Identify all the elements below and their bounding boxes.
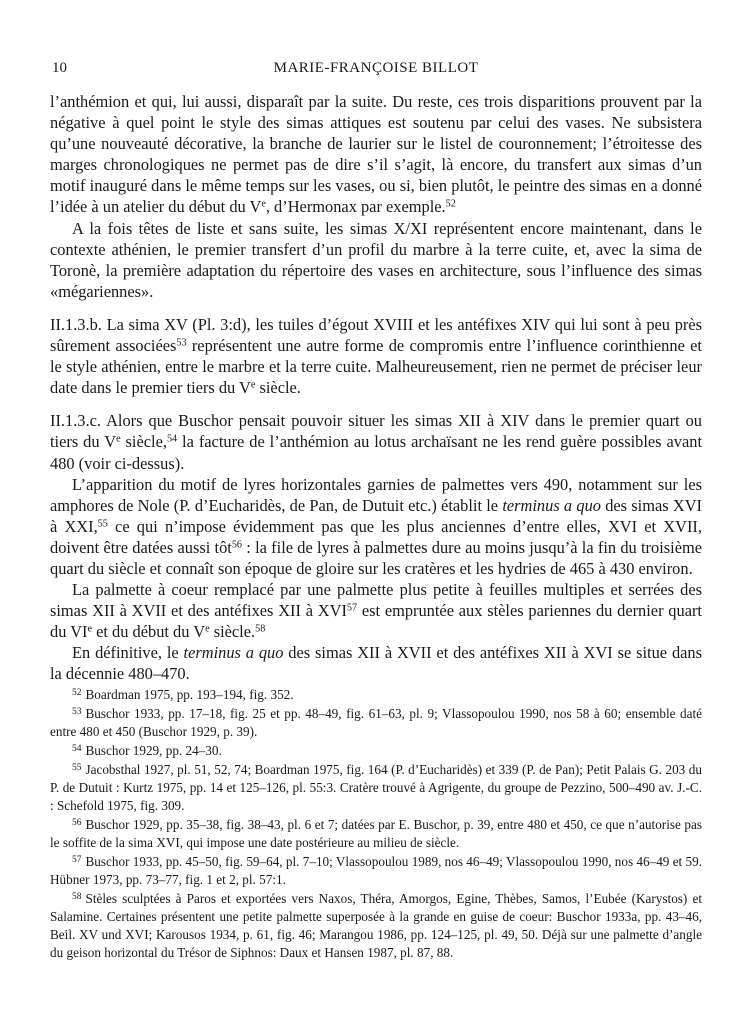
page-number: 10	[52, 60, 67, 76]
body-text	[50, 91, 702, 685]
footnotes	[50, 686, 702, 963]
paragraph-5: L’apparition du motif de lyres horizontales garnies de palmettes vers 490, notamment sur les amphores de Nole (P. d’Eucharidès, de Pan, de Dutuit etc.) établit le terminus a quo des simas XVI à XXI,$^{55}$ ce qui n’impose évidemment pas que les plus anciennes d’entre elles, XVI et XVII, doivent être datées aussi tôt$^{56}$ : la file de lyres à palmettes dure au moins jusqu’à la fin du troisième quart du siècle et connaît son époque de gloire sur les cratères et les hydries de 465 à 430 environ.	[50, 474, 703, 578]
footnote-58: $^{58}$ Stèles sculptées à Paros et exportées vers Naxos, Théra, Amorgos, Egine, Thèbes, Samos, l’Eubée (Karystos) et Salamine. Certaines présentent une petite palmette superposée à la grande en guise de coeur: Buschor 1933a, pp. 43–46, Beil. XV und XVI; Karousos 1934, p. 61, fig. 46; Marangou 1986, pp. 124–125, pl. 49, 50. Déjà sur une palmette d’angle du geison horizontal du Trésor de Siphnos: Daux et Hansen 1987, pl. 87, 88.	[50, 891, 702, 960]
footnote-ref-56[interactable]: 56	[231, 539, 242, 551]
footnote-ref-54[interactable]: 54	[166, 433, 178, 445]
footnote-55: $^{55}$ Jacobsthal 1927, pl. 51, 52, 74; Boardman 1975, fig. 164 (P. d’Eucharidès) et 339 (P. de Pan); Petit Palais G. 203 du P. de Dutuit : Kurtz 1975, pp. 14 et 125–126, pl. 55:3. Cratère trouvé à Agrigente, du groupe de Pezzino, 500–490 av. J.-C. : Schefold 1975, fig. 309.	[50, 762, 702, 813]
footnote-53: $^{53}$ Buschor 1933, pp. 17–18, fig. 25 et pp. 48–49, fig. 61–63, pl. 9; Vlassopoulou 1990, nos 58 à 60; ensemble daté entre 480 et 450 (Buschor 1929, p. 39).	[50, 706, 702, 739]
footnote-ref-55[interactable]: 55	[97, 518, 108, 530]
footnote-ref-53[interactable]: 53	[176, 337, 187, 349]
footnote-ref-52[interactable]: 52	[445, 198, 456, 210]
paragraph-6: La palmette à coeur remplacé par une palmette plus petite à feuilles multiples et serrées des simas XII à XVII et des antéfixes XII à XVI$^{57}$ est empruntée aux stèles pariennes du dernier quart du VIe et du début du Ve siècle.$^{58}$	[50, 580, 702, 642]
section-II-1-3-b: II.1.3.b. La sima XV (Pl. 3:d), les tuiles d’égout XVIII et les antéfixes XIV qui lui sont à peu près sûrement associées$^{53}$ représentent une autre forme de compromis entre l’influence corinthienne et le style athénien, entre le marbre et la terre cuite. Malheureusement, rien ne permet de préciser leur date dans le premier tiers du Ve siècle.	[50, 314, 702, 398]
section-II-1-3-c: II.1.3.c. Alors que Buschor pensait pouvoir situer les simas XII à XIV dans le premier quart ou tiers du Ve siècle,$^{54}$ la facture de l’anthémion au lotus archaïsant ne les rend guère possibles avant 480 (voir ci-dessus).	[50, 411, 702, 473]
footnote-54: $^{54}$ Buschor 1929, pp. 24–30.	[72, 743, 222, 758]
running-head: MARIE-FRANÇOISE BILLOT	[273, 60, 479, 76]
footnote-56: $^{56}$ Buschor 1929, pp. 35–38, fig. 38–43, pl. 6 et 7; datées par E. Buschor, p. 39, entre 480 et 450, ce que n’autorise pas le soffite de la sima XVI, qui impose une date postérieure au milieu de siècle.	[50, 817, 702, 850]
paragraph-7: En définitive, le terminus a quo des simas XII à XVII et des antéfixes XII à XVI se situe dans la décennie 480–470.	[50, 643, 702, 684]
footnote-ref-58[interactable]: 58	[255, 623, 266, 635]
paragraph-1: l’anthémion et qui, lui aussi, disparaît par la suite. Du reste, ces trois disparitions prouvent par la négative à quel point le style des simas attiques est soutenu par celui des vases. Ne subsistera qu’une nouveauté décorative, la branche de laurier sur le listel de couronnement; l’étroitesse des marges chronologiques ne permet pas de dire s’il s’agit, là encore, du transfert aux simas d’un motif inauguré dans le même temps sur les vases, ou si, bien plutôt, le peintre des simas en a donné l’idée à un atelier du début du Ve, d’Hermonax par exemple.$^{52}$	[50, 92, 702, 217]
paragraph-2: A la fois têtes de liste et sans suite, les simas X/XI représentent encore maintenant, dans le contexte athénien, le premier transfert d’un profil du marbre à la terre cuite, et, avec la sima de Toronè, la première adaptation du répertoire des vases en architecture, sous l’influence des simas «mégariennes».	[50, 218, 702, 301]
footnote-52: $^{52}$ Boardman 1975, pp. 193–194, fig. 352.	[72, 687, 294, 702]
page-header	[50, 60, 702, 84]
footnote-ref-57[interactable]: 57	[346, 602, 358, 614]
footnote-57: $^{57}$ Buschor 1933, pp. 45–50, fig. 59–64, pl. 7–10; Vlassopoulou 1989, nos 46–49; Vlassopoulou 1990, nos 46–49 et 59. Hübner 1973, pp. 73–77, fig. 1 et 2, pl. 57:1.	[50, 854, 702, 887]
